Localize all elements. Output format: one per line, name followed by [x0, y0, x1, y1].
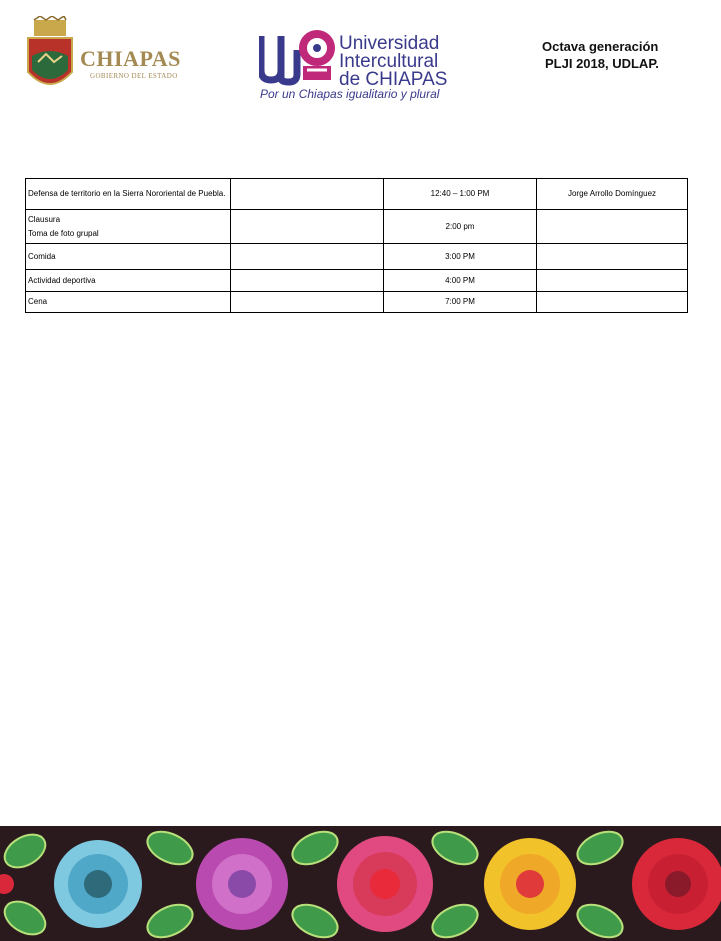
time-cell: 12:40 – 1:00 PM	[384, 179, 537, 210]
empty-cell	[231, 179, 384, 210]
generation-title: Octava generación	[542, 39, 659, 54]
empty-cell	[231, 292, 384, 313]
flower-pink	[337, 836, 433, 932]
table-row	[26, 179, 688, 210]
schedule-table	[25, 178, 688, 313]
speaker-cell	[537, 292, 688, 313]
activity-cell	[26, 179, 231, 210]
empty-cell	[231, 244, 384, 270]
flower-magenta	[196, 838, 288, 930]
activity-cell	[26, 244, 231, 270]
embroidery-border-image	[0, 826, 721, 941]
activity-text: Cena	[28, 297, 48, 306]
empty-cell	[231, 270, 384, 292]
activity-cell	[26, 292, 231, 313]
table-row	[26, 292, 688, 313]
uni-logo-line3: de CHIAPAS	[339, 69, 448, 90]
time-cell: 7:00 PM	[384, 292, 537, 313]
activity-cell	[26, 270, 231, 292]
table-row	[26, 210, 688, 244]
time-cell: 3:00 PM	[384, 244, 537, 270]
flower-yellow	[484, 838, 576, 930]
activity-text: Comida	[28, 251, 56, 261]
uni-logo-line1: Universidad	[339, 33, 440, 54]
uni-slogan: Por un Chiapas igualitario y plural	[260, 87, 440, 101]
flower-light-blue	[54, 840, 142, 928]
uni-logo-line2: Intercultural	[339, 51, 439, 72]
time-cell: 4:00 PM	[384, 270, 537, 292]
speaker-cell	[537, 270, 688, 292]
time-cell: 2:00 pm	[384, 210, 537, 244]
empty-cell	[231, 210, 384, 244]
gov-logo-subtitle: GOBIERNO DEL ESTADO	[90, 72, 178, 80]
activity-text: Clausura	[28, 214, 61, 224]
activity-text: Defensa de territorio en la Sierra Nororiental de Puebla.	[28, 189, 226, 198]
activity-text: Actividad deportiva	[28, 275, 96, 285]
table-row	[26, 244, 688, 270]
activity-subtext: Toma de foto grupal	[28, 228, 99, 238]
gov-logo-name: CHIAPAS	[80, 46, 181, 71]
speaker-cell: Jorge Arrollo Domínguez	[537, 179, 688, 210]
flower-red	[632, 838, 721, 930]
generation-subtitle: PLJI 2018, UDLAP.	[545, 56, 659, 71]
speaker-cell	[537, 210, 688, 244]
activity-cell	[26, 210, 231, 244]
table-row	[26, 270, 688, 292]
speaker-cell	[537, 244, 688, 270]
